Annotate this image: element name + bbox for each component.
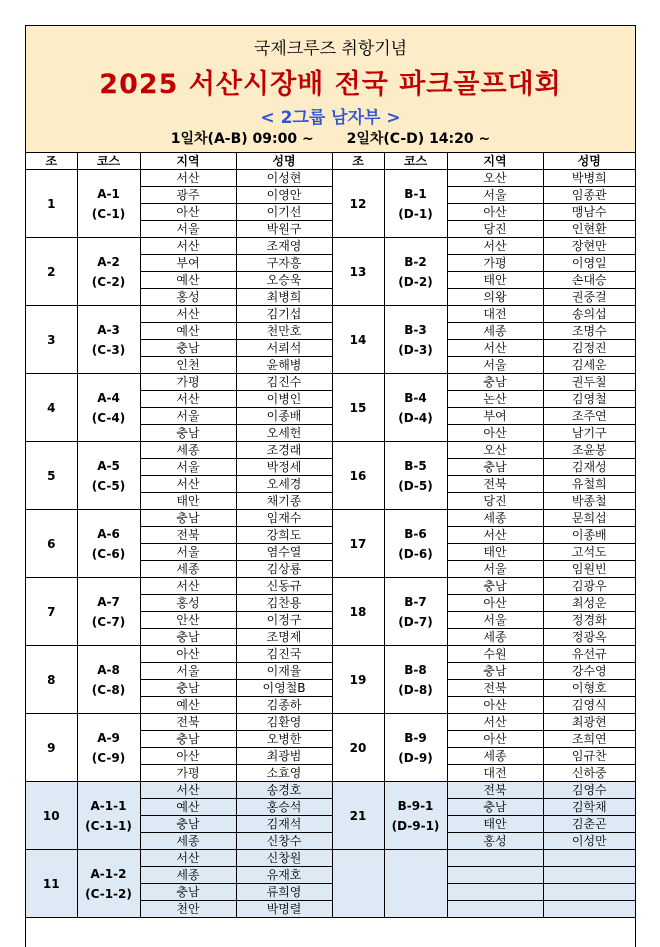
course-code: B-2	[404, 254, 427, 269]
player-region: 세종	[447, 629, 543, 646]
col-header-course: 코스	[384, 153, 447, 170]
group-number: 19	[332, 646, 384, 714]
table-row	[26, 442, 635, 459]
player-name: 강수영	[543, 663, 635, 680]
player-name: 이기선	[236, 204, 332, 221]
course-code-alt: (D-3)	[398, 342, 433, 357]
course-cell	[384, 170, 447, 238]
group-number: 20	[332, 714, 384, 782]
player-region: 서울	[140, 663, 236, 680]
course-code: B-9	[404, 730, 427, 745]
group-number: 18	[332, 578, 384, 646]
player-name: 이영안	[236, 187, 332, 204]
course-code: A-1	[97, 186, 120, 201]
player-name: 이영일	[543, 255, 635, 272]
player-name: 신동규	[236, 578, 332, 595]
player-region: 서산	[140, 476, 236, 493]
player-region: 아산	[447, 595, 543, 612]
player-name: 조명수	[543, 323, 635, 340]
group-number: 17	[332, 510, 384, 578]
player-region: 충남	[140, 425, 236, 442]
group-number: 1	[26, 170, 77, 238]
player-name: 오병한	[236, 731, 332, 748]
course-cell	[77, 374, 140, 442]
player-region: 홍성	[447, 833, 543, 850]
course-code: A-2	[97, 254, 120, 269]
course-code: B-6	[404, 526, 427, 541]
player-name	[543, 867, 635, 884]
player-region: 전북	[140, 527, 236, 544]
player-name: 최병희	[236, 289, 332, 306]
player-region: 서산	[447, 714, 543, 731]
course-code: B-8	[404, 662, 427, 677]
course-code: A-1-1	[90, 798, 127, 813]
player-region: 예산	[140, 799, 236, 816]
player-name: 임원빈	[543, 561, 635, 578]
player-region: 아산	[140, 748, 236, 765]
player-region: 서산	[140, 391, 236, 408]
course-code: B-5	[404, 458, 427, 473]
course-code: A-6	[97, 526, 120, 541]
course-code-alt: (D-9)	[398, 750, 433, 765]
player-name: 김영수	[543, 782, 635, 799]
player-name: 정광옥	[543, 629, 635, 646]
course-code-alt: (D-7)	[398, 614, 433, 629]
course-code-alt: (C-1-1)	[85, 818, 132, 833]
player-name: 유철희	[543, 476, 635, 493]
player-region: 서울	[140, 221, 236, 238]
player-name: 박정세	[236, 459, 332, 476]
col-header-name: 성명	[236, 153, 332, 170]
course-code-alt: (C-2)	[91, 274, 126, 289]
player-name: 남기구	[543, 425, 635, 442]
player-name: 최광현	[543, 714, 635, 731]
player-name: 조주연	[543, 408, 635, 425]
course-cell	[77, 714, 140, 782]
player-region: 세종	[447, 323, 543, 340]
player-region: 아산	[447, 204, 543, 221]
player-region: 충남	[447, 663, 543, 680]
player-name: 이성현	[236, 170, 332, 187]
header-banner	[26, 26, 635, 153]
course-code-alt: (D-8)	[398, 682, 433, 697]
course-cell	[77, 170, 140, 238]
player-name: 구자흥	[236, 255, 332, 272]
player-region: 대전	[447, 306, 543, 323]
course-code: A-9	[97, 730, 120, 745]
player-region: 천안	[140, 901, 236, 918]
player-name: 신하중	[543, 765, 635, 782]
player-name: 김정진	[543, 340, 635, 357]
player-name: 박명렬	[236, 901, 332, 918]
group-number: 3	[26, 306, 77, 374]
schedule-times	[26, 128, 635, 148]
player-name: 권중걸	[543, 289, 635, 306]
group-number: 13	[332, 238, 384, 306]
course-code: B-7	[404, 594, 427, 609]
course-cell	[384, 374, 447, 442]
group-number: 5	[26, 442, 77, 510]
player-name: 조명제	[236, 629, 332, 646]
course-cell	[77, 646, 140, 714]
event-title: 2025 서산시장배 전국 파크골프대회	[99, 69, 562, 100]
group-number: 10	[26, 782, 77, 850]
player-region: 충남	[140, 510, 236, 527]
player-region: 예산	[140, 697, 236, 714]
player-region: 홍성	[140, 289, 236, 306]
player-region: 전북	[447, 680, 543, 697]
player-region: 부여	[447, 408, 543, 425]
table-row	[26, 306, 635, 323]
course-cell	[77, 238, 140, 306]
course-code: A-1-2	[90, 866, 127, 881]
player-region: 수원	[447, 646, 543, 663]
day1-time: 1일차(A-B) 09:00 ~	[170, 131, 314, 147]
player-region: 오산	[447, 442, 543, 459]
player-region: 충남	[447, 578, 543, 595]
course-code-alt: (D-5)	[398, 478, 433, 493]
player-name: 김환영	[236, 714, 332, 731]
player-region: 광주	[140, 187, 236, 204]
player-name: 김춘곤	[543, 816, 635, 833]
table-row	[26, 714, 635, 731]
player-region: 세종	[140, 561, 236, 578]
course-cell	[384, 850, 447, 918]
course-code-alt: (D-4)	[398, 410, 433, 425]
player-name: 홍승석	[236, 799, 332, 816]
player-name: 조경래	[236, 442, 332, 459]
player-name: 이재율	[236, 663, 332, 680]
player-region: 홍성	[140, 595, 236, 612]
player-name: 윤해병	[236, 357, 332, 374]
course-code-alt: (D-2)	[398, 274, 433, 289]
course-code-alt: (C-1)	[91, 206, 126, 221]
player-region: 서산	[140, 850, 236, 867]
group-number: 7	[26, 578, 77, 646]
player-region: 서산	[447, 340, 543, 357]
course-cell	[384, 714, 447, 782]
col-header-region: 지역	[447, 153, 543, 170]
course-code-alt: (C-3)	[91, 342, 126, 357]
player-region: 가평	[140, 374, 236, 391]
course-cell	[77, 850, 140, 918]
course-code-alt: (C-9)	[91, 750, 126, 765]
player-region: 아산	[447, 425, 543, 442]
player-name: 김광우	[543, 578, 635, 595]
player-name: 맹남수	[543, 204, 635, 221]
player-region: 서울	[140, 408, 236, 425]
player-name	[543, 884, 635, 901]
col-header-region: 지역	[140, 153, 236, 170]
player-name: 이종배	[543, 527, 635, 544]
player-region: 충남	[447, 799, 543, 816]
player-region: 세종	[447, 748, 543, 765]
player-name: 김진수	[236, 374, 332, 391]
player-name: 박원구	[236, 221, 332, 238]
course-code: A-3	[97, 322, 120, 337]
player-name: 김영철	[543, 391, 635, 408]
player-region: 태안	[447, 272, 543, 289]
player-name: 문희섭	[543, 510, 635, 527]
group-label: < 2그룹 남자부 >	[260, 108, 401, 128]
player-name: 임종관	[543, 187, 635, 204]
table-row	[26, 850, 635, 867]
course-code-alt: (D-6)	[398, 546, 433, 561]
player-name	[543, 901, 635, 918]
player-region: 태안	[447, 544, 543, 561]
player-name	[543, 850, 635, 867]
course-code-alt: (C-8)	[91, 682, 126, 697]
player-region: 예산	[140, 272, 236, 289]
player-name: 오세경	[236, 476, 332, 493]
group-number: 12	[332, 170, 384, 238]
group-number: 15	[332, 374, 384, 442]
player-region: 당진	[447, 221, 543, 238]
group-number: 8	[26, 646, 77, 714]
player-region: 당진	[447, 493, 543, 510]
course-cell	[384, 510, 447, 578]
player-name: 유선규	[543, 646, 635, 663]
player-region: 전북	[140, 714, 236, 731]
course-code: B-9-1	[397, 798, 434, 813]
course-cell	[77, 442, 140, 510]
player-region: 서산	[140, 306, 236, 323]
player-region: 충남	[447, 374, 543, 391]
player-name: 김세운	[543, 357, 635, 374]
table-row	[26, 646, 635, 663]
player-region: 서울	[140, 544, 236, 561]
player-region: 태안	[140, 493, 236, 510]
player-region: 서울	[447, 612, 543, 629]
course-code-alt: (C-4)	[91, 410, 126, 425]
player-name: 신창원	[236, 850, 332, 867]
table-row	[26, 170, 635, 187]
group-number: 14	[332, 306, 384, 374]
player-region: 서산	[447, 238, 543, 255]
player-region: 인천	[140, 357, 236, 374]
player-region	[447, 884, 543, 901]
course-code: A-8	[97, 662, 120, 677]
player-region: 대전	[447, 765, 543, 782]
player-name: 고석도	[543, 544, 635, 561]
course-code: A-4	[97, 390, 120, 405]
course-cell	[77, 510, 140, 578]
table-row	[26, 238, 635, 255]
player-name: 김진국	[236, 646, 332, 663]
course-cell	[384, 238, 447, 306]
player-name: 신창수	[236, 833, 332, 850]
player-region: 충남	[140, 816, 236, 833]
player-region: 세종	[140, 833, 236, 850]
player-name: 조희연	[543, 731, 635, 748]
player-region: 전북	[447, 476, 543, 493]
player-region: 충남	[140, 629, 236, 646]
player-region: 충남	[447, 459, 543, 476]
player-name: 이형호	[543, 680, 635, 697]
player-name: 서뢰석	[236, 340, 332, 357]
player-region: 아산	[447, 697, 543, 714]
player-name: 조윤봉	[543, 442, 635, 459]
course-cell	[384, 782, 447, 850]
player-region: 아산	[140, 204, 236, 221]
group-number	[332, 850, 384, 918]
player-name: 김학채	[543, 799, 635, 816]
player-region: 서산	[140, 782, 236, 799]
player-region: 충남	[140, 731, 236, 748]
player-name: 김기섭	[236, 306, 332, 323]
table-row	[26, 578, 635, 595]
group-number: 4	[26, 374, 77, 442]
player-region	[447, 850, 543, 867]
player-region: 세종	[447, 510, 543, 527]
table-row	[26, 374, 635, 391]
player-name: 오세헌	[236, 425, 332, 442]
group-number: 2	[26, 238, 77, 306]
course-code: A-5	[97, 458, 120, 473]
player-name: 이정구	[236, 612, 332, 629]
player-name: 유재호	[236, 867, 332, 884]
player-name: 김상룡	[236, 561, 332, 578]
player-name: 김종하	[236, 697, 332, 714]
player-name: 이종배	[236, 408, 332, 425]
player-region: 안산	[140, 612, 236, 629]
pairing-table	[26, 153, 635, 918]
player-region: 서울	[447, 187, 543, 204]
group-number: 6	[26, 510, 77, 578]
player-name: 송경호	[236, 782, 332, 799]
col-header-name: 성명	[543, 153, 635, 170]
player-name: 임규찬	[543, 748, 635, 765]
course-cell	[77, 306, 140, 374]
player-name: 김재성	[543, 459, 635, 476]
player-name: 오승욱	[236, 272, 332, 289]
player-region: 오산	[447, 170, 543, 187]
player-name: 최광범	[236, 748, 332, 765]
player-region: 서울	[140, 459, 236, 476]
course-cell	[77, 578, 140, 646]
table-row	[26, 782, 635, 799]
player-name: 송의섭	[543, 306, 635, 323]
course-cell	[384, 578, 447, 646]
player-region: 의왕	[447, 289, 543, 306]
player-region: 서산	[447, 527, 543, 544]
player-region: 세종	[140, 442, 236, 459]
player-region: 전북	[447, 782, 543, 799]
course-code: A-7	[97, 594, 120, 609]
player-name: 인현환	[543, 221, 635, 238]
course-code-alt: (C-6)	[91, 546, 126, 561]
player-name: 장현만	[543, 238, 635, 255]
group-number: 11	[26, 850, 77, 918]
player-region: 아산	[140, 646, 236, 663]
player-name: 염수열	[236, 544, 332, 561]
player-name: 이병인	[236, 391, 332, 408]
day2-time: 2일차(C-D) 14:20 ~	[346, 131, 491, 147]
course-code: B-1	[404, 186, 427, 201]
course-code: B-3	[404, 322, 427, 337]
table-row	[26, 510, 635, 527]
course-cell	[384, 306, 447, 374]
player-region: 가평	[447, 255, 543, 272]
course-code: B-4	[404, 390, 427, 405]
player-name: 이성만	[543, 833, 635, 850]
col-header-jo: 조	[332, 153, 384, 170]
course-cell	[384, 442, 447, 510]
course-cell	[384, 646, 447, 714]
player-region: 논산	[447, 391, 543, 408]
player-region: 아산	[447, 731, 543, 748]
player-name: 조재영	[236, 238, 332, 255]
player-region: 예산	[140, 323, 236, 340]
player-name: 최성운	[543, 595, 635, 612]
group-number: 16	[332, 442, 384, 510]
course-code-alt: (D-9-1)	[391, 818, 440, 833]
player-name: 김재석	[236, 816, 332, 833]
player-region: 태안	[447, 816, 543, 833]
course-code-alt: (C-1-2)	[85, 886, 132, 901]
player-name: 손대승	[543, 272, 635, 289]
player-name: 박병희	[543, 170, 635, 187]
group-number: 9	[26, 714, 77, 782]
player-region: 부여	[140, 255, 236, 272]
player-name: 김영식	[543, 697, 635, 714]
player-region: 서울	[447, 357, 543, 374]
player-region: 서산	[140, 170, 236, 187]
player-region: 세종	[140, 867, 236, 884]
player-region: 서산	[140, 578, 236, 595]
player-region: 충남	[140, 340, 236, 357]
player-name: 천만호	[236, 323, 332, 340]
player-name: 박종철	[543, 493, 635, 510]
player-name: 임재수	[236, 510, 332, 527]
course-code-alt: (C-7)	[91, 614, 126, 629]
player-region: 서울	[447, 561, 543, 578]
player-region: 가평	[140, 765, 236, 782]
player-region: 서산	[140, 238, 236, 255]
player-name: 권두칠	[543, 374, 635, 391]
player-region: 충남	[140, 680, 236, 697]
course-code-alt: (C-5)	[91, 478, 126, 493]
course-code-alt: (D-1)	[398, 206, 433, 221]
player-region	[447, 901, 543, 918]
col-header-course: 코스	[77, 153, 140, 170]
player-name: 이영철B	[236, 680, 332, 697]
player-name: 김찬용	[236, 595, 332, 612]
col-header-jo: 조	[26, 153, 77, 170]
course-cell	[77, 782, 140, 850]
player-name: 소효영	[236, 765, 332, 782]
player-name: 정경화	[543, 612, 635, 629]
event-subtitle: 국제크루즈 취항기념	[253, 39, 408, 59]
schedule-sheet	[25, 25, 636, 947]
player-name: 류희영	[236, 884, 332, 901]
player-name: 강희도	[236, 527, 332, 544]
player-name: 채기종	[236, 493, 332, 510]
group-number: 21	[332, 782, 384, 850]
player-region	[447, 867, 543, 884]
player-region: 충남	[140, 884, 236, 901]
table-header-row	[26, 153, 635, 170]
